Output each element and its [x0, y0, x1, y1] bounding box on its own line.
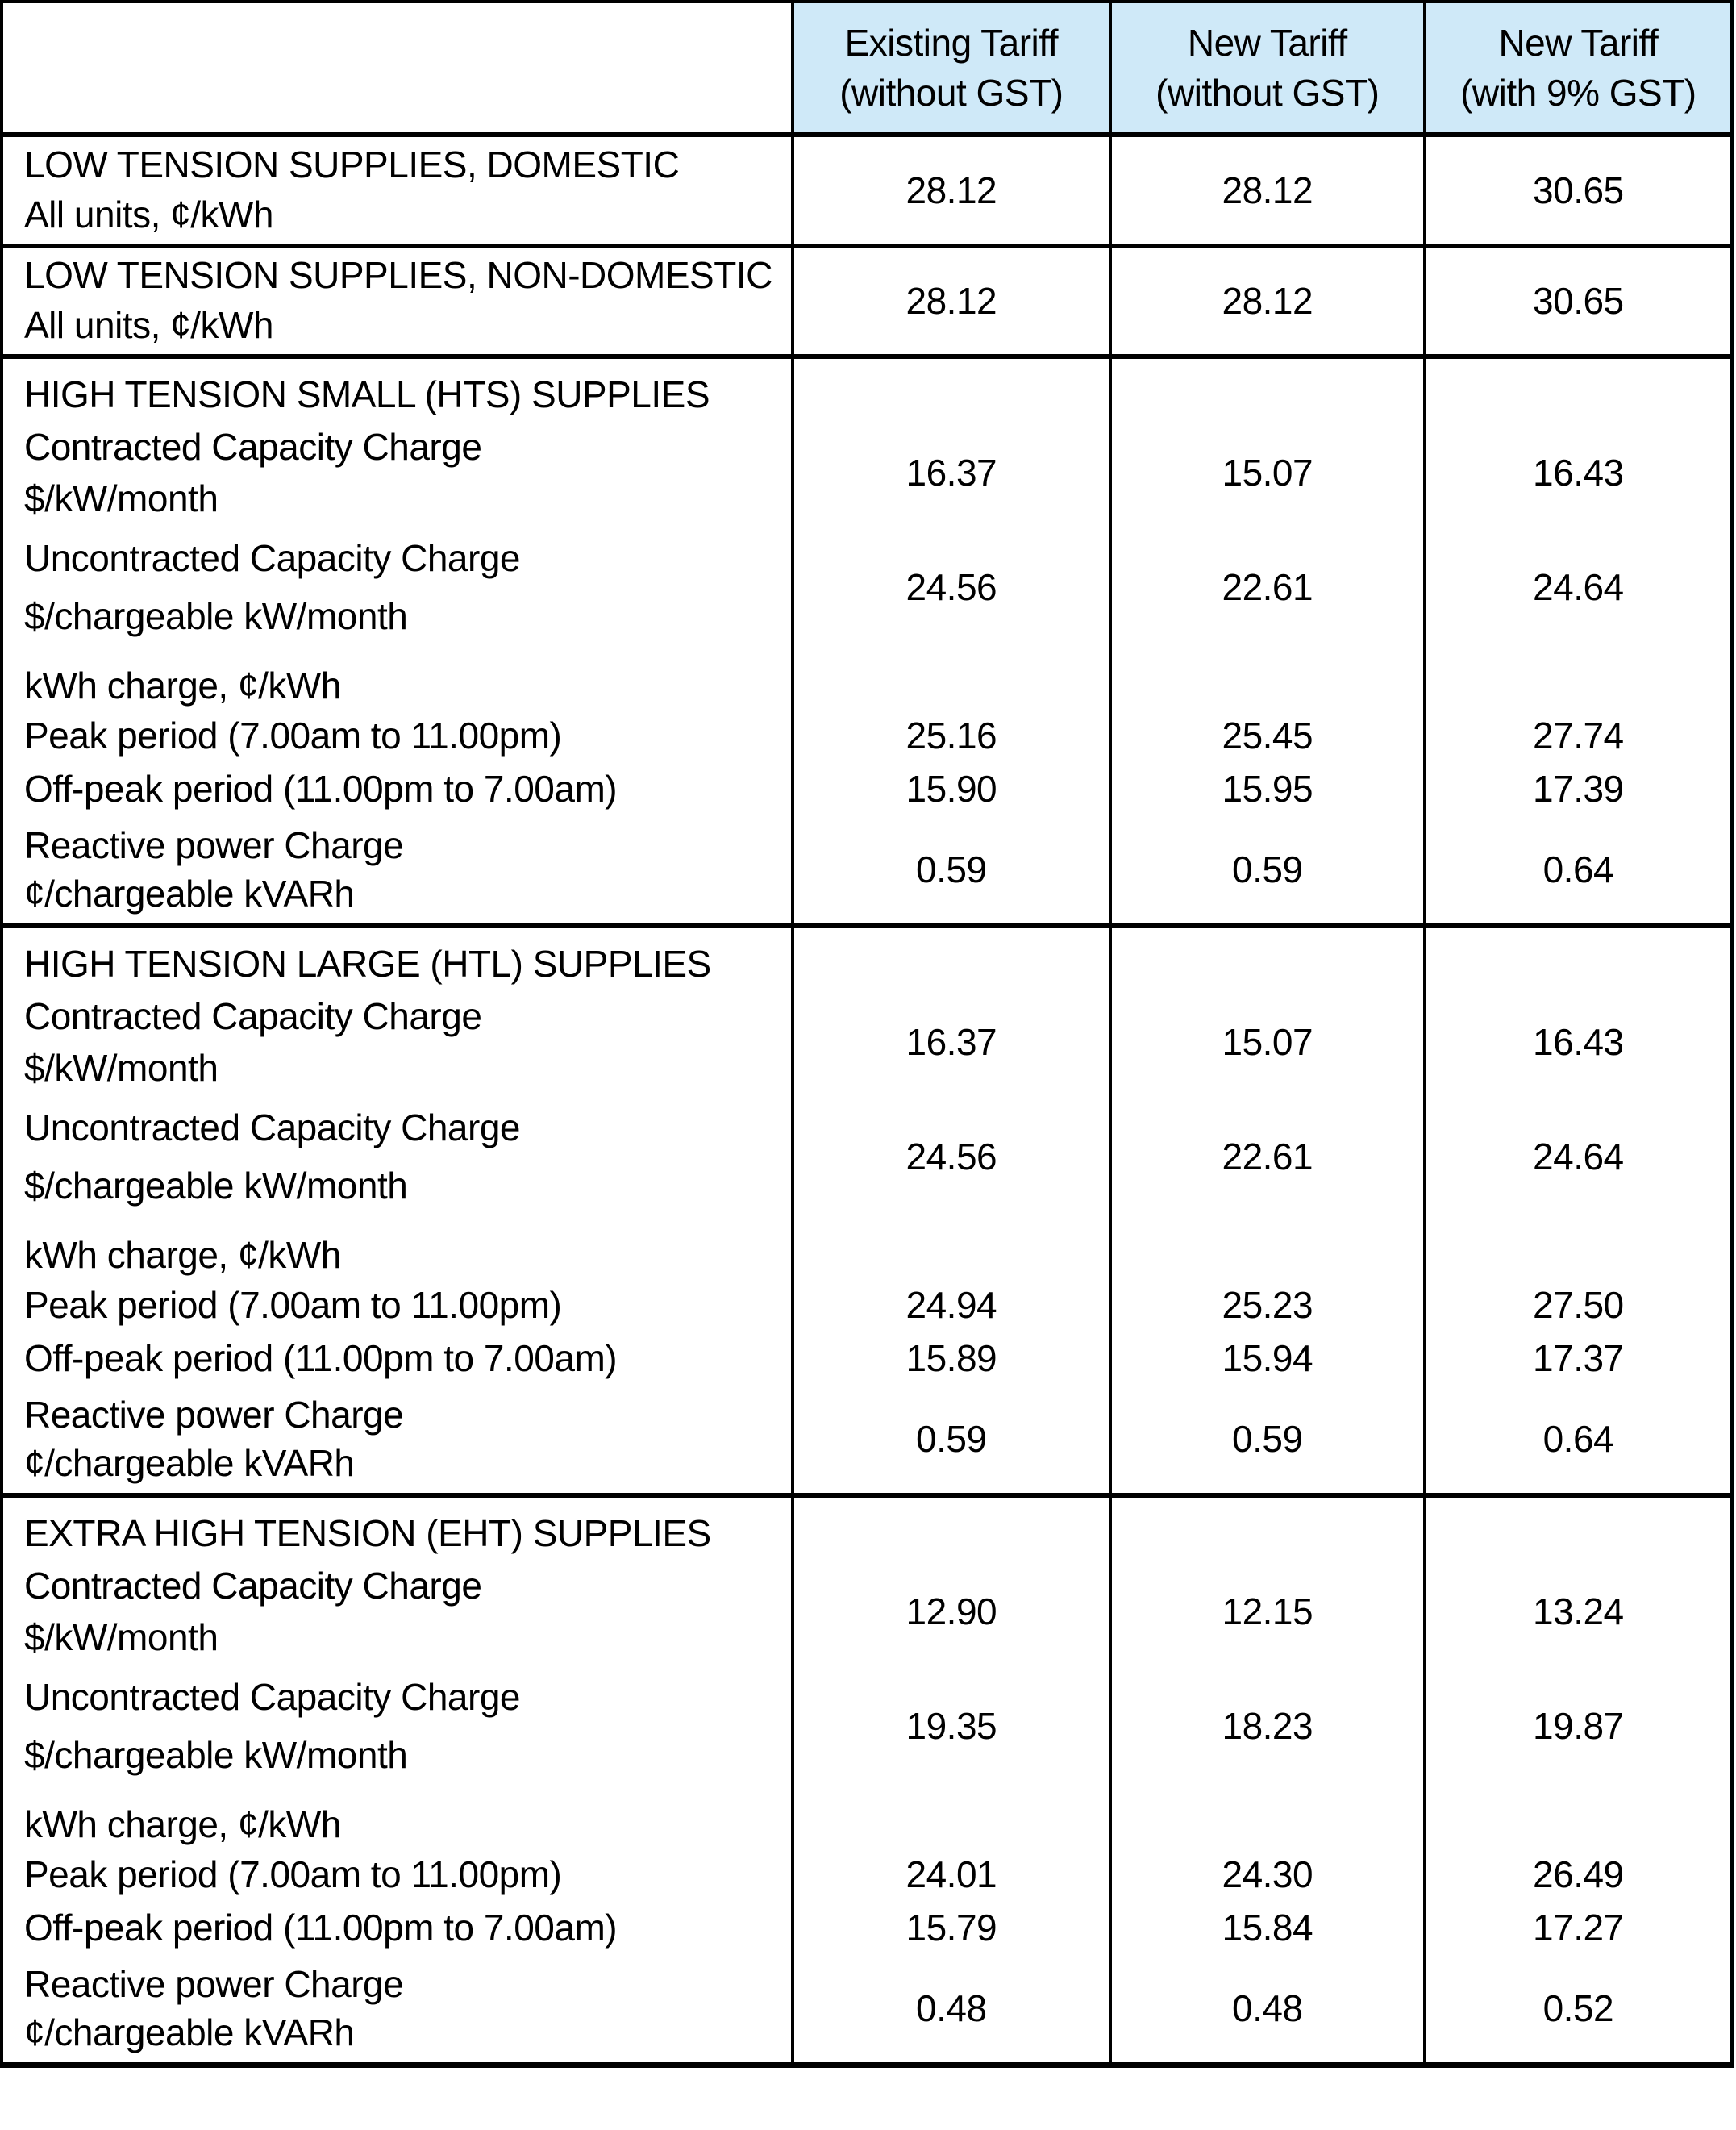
header-new-tariff-gst-line1: New Tariff [1498, 22, 1659, 64]
empty-cell [1109, 359, 1423, 417]
value-new-gst: 17.37 [1423, 1332, 1730, 1385]
empty-cell [1423, 646, 1730, 709]
row-label [3, 1098, 791, 1215]
empty-cell [1109, 1785, 1423, 1848]
row-subtitle: All units, ¢/kWh [24, 193, 273, 236]
value-existing: 28.12 [791, 137, 1109, 244]
row-label [3, 137, 791, 244]
empty-cell [1109, 1498, 1423, 1556]
row-label [3, 1385, 791, 1493]
row-label [3, 815, 791, 923]
value-new-gst: 30.65 [1423, 137, 1730, 244]
section-high-tension-large [3, 928, 1730, 1498]
row-peak-period [3, 709, 1730, 762]
empty-cell [791, 928, 1109, 986]
value-new-gst: 24.64 [1423, 1098, 1730, 1215]
value-new: 0.59 [1109, 815, 1423, 923]
empty-cell [791, 1785, 1109, 1848]
row-label-line2: $/kW/month [24, 477, 219, 519]
row-label-line1: Contracted Capacity Charge [24, 995, 482, 1037]
value-existing: 19.35 [791, 1667, 1109, 1785]
row-label: Peak period (7.00am to 11.00pm) [24, 715, 562, 757]
value-new: 25.45 [1109, 709, 1423, 762]
value-existing: 12.90 [791, 1556, 1109, 1667]
row-label-line1: Reactive power Charge [24, 1394, 404, 1436]
empty-cell [1109, 646, 1423, 709]
value-new-gst: 26.49 [1423, 1848, 1730, 1901]
value-existing: 16.37 [791, 986, 1109, 1098]
row-reactive-power-charge [3, 1385, 1730, 1493]
value-new: 24.30 [1109, 1848, 1423, 1901]
row-label-line2: ¢/chargeable kVARh [24, 2011, 355, 2053]
header-new-tariff-gst-line2: (with 9% GST) [1460, 72, 1696, 114]
row-label: Off-peak period (11.00pm to 7.00am) [24, 768, 618, 810]
value-new-gst: 0.64 [1423, 815, 1730, 923]
value-new-gst: 16.43 [1423, 417, 1730, 528]
row-label-line1: Reactive power Charge [24, 824, 404, 866]
row-reactive-power-charge [3, 815, 1730, 923]
value-new-gst: 27.50 [1423, 1278, 1730, 1332]
row-kwh-charge [3, 1215, 1730, 1278]
value-new-gst: 17.39 [1423, 762, 1730, 815]
row-off-peak-period [3, 1901, 1730, 1954]
row-label: Off-peak period (11.00pm to 7.00am) [24, 1907, 618, 1949]
row-label [3, 528, 791, 646]
value-new: 18.23 [1109, 1667, 1423, 1785]
row-label: kWh charge, ¢/kWh [24, 1234, 341, 1276]
empty-cell [1109, 928, 1423, 986]
header-new-tariff [1109, 3, 1423, 132]
value-existing: 24.94 [791, 1278, 1109, 1332]
row-peak-period [3, 1848, 1730, 1901]
row-kwh-charge [3, 1785, 1730, 1848]
header-new-tariff-gst [1423, 3, 1730, 132]
section-title-row [3, 928, 1730, 986]
empty-cell [1423, 1498, 1730, 1556]
header-existing-tariff-line2: (without GST) [839, 72, 1064, 114]
row-label: Off-peak period (11.00pm to 7.00am) [24, 1337, 618, 1379]
value-new: 0.48 [1109, 1954, 1423, 2062]
row-contracted-capacity-charge [3, 417, 1730, 528]
value-existing: 24.56 [791, 528, 1109, 646]
header-empty-cell [3, 3, 791, 132]
row-kwh-charge [3, 646, 1730, 709]
row-uncontracted-capacity-charge [3, 528, 1730, 646]
row-label [3, 1954, 791, 2062]
empty-cell [791, 646, 1109, 709]
row-off-peak-period [3, 762, 1730, 815]
row-subtitle: All units, ¢/kWh [24, 303, 273, 346]
value-new-gst: 30.65 [1423, 248, 1730, 354]
value-new: 15.07 [1109, 417, 1423, 528]
row-label-line1: Uncontracted Capacity Charge [24, 537, 520, 579]
row-label-line1: Uncontracted Capacity Charge [24, 1676, 520, 1718]
empty-cell [791, 1498, 1109, 1556]
empty-cell [1423, 359, 1730, 417]
row-uncontracted-capacity-charge [3, 1098, 1730, 1215]
value-new: 0.59 [1109, 1385, 1423, 1493]
row-label [3, 417, 791, 528]
value-new-gst: 27.74 [1423, 709, 1730, 762]
row-label: Peak period (7.00am to 11.00pm) [24, 1853, 562, 1895]
value-new-gst: 16.43 [1423, 986, 1730, 1098]
row-uncontracted-capacity-charge [3, 1667, 1730, 1785]
row-label: kWh charge, ¢/kWh [24, 1803, 341, 1845]
row-low-tension-domestic [3, 137, 1730, 248]
section-title: HIGH TENSION LARGE (HTL) SUPPLIES [24, 943, 711, 985]
row-label-line2: ¢/chargeable kVARh [24, 1442, 355, 1484]
row-label: kWh charge, ¢/kWh [24, 665, 341, 707]
value-new-gst: 17.27 [1423, 1901, 1730, 1954]
row-label [3, 986, 791, 1098]
value-new: 22.61 [1109, 1098, 1423, 1215]
row-label [3, 1556, 791, 1667]
section-title-row [3, 359, 1730, 417]
row-label-line2: $/chargeable kW/month [24, 1734, 408, 1776]
value-new-gst: 0.52 [1423, 1954, 1730, 2062]
table-header-row [3, 3, 1730, 137]
empty-cell [1423, 1215, 1730, 1278]
header-existing-tariff [791, 3, 1109, 132]
row-title: LOW TENSION SUPPLIES, NON-DOMESTIC [24, 254, 772, 296]
value-new: 15.95 [1109, 762, 1423, 815]
empty-cell [791, 1215, 1109, 1278]
header-new-tariff-line2: (without GST) [1155, 72, 1380, 114]
value-existing: 16.37 [791, 417, 1109, 528]
row-contracted-capacity-charge [3, 986, 1730, 1098]
value-existing: 24.56 [791, 1098, 1109, 1215]
value-new-gst: 13.24 [1423, 1556, 1730, 1667]
section-high-tension-small [3, 359, 1730, 928]
value-new: 28.12 [1109, 137, 1423, 244]
empty-cell [1423, 928, 1730, 986]
value-new: 12.15 [1109, 1556, 1423, 1667]
empty-cell [1109, 1215, 1423, 1278]
value-existing: 15.90 [791, 762, 1109, 815]
row-label-line1: Contracted Capacity Charge [24, 1565, 482, 1607]
value-new: 28.12 [1109, 248, 1423, 354]
row-label-line1: Contracted Capacity Charge [24, 426, 482, 468]
row-label: Peak period (7.00am to 11.00pm) [24, 1284, 562, 1326]
value-existing: 25.16 [791, 709, 1109, 762]
section-title: HIGH TENSION SMALL (HTS) SUPPLIES [24, 373, 710, 415]
row-label-line2: $/chargeable kW/month [24, 1165, 408, 1207]
section-title-row [3, 1498, 1730, 1556]
empty-cell [1423, 1785, 1730, 1848]
value-new: 22.61 [1109, 528, 1423, 646]
value-existing: 15.89 [791, 1332, 1109, 1385]
section-extra-high-tension [3, 1498, 1730, 2062]
row-label [3, 1667, 791, 1785]
header-new-tariff-line1: New Tariff [1187, 22, 1347, 64]
row-label-line1: Reactive power Charge [24, 1963, 404, 2005]
value-existing: 24.01 [791, 1848, 1109, 1901]
row-title: LOW TENSION SUPPLIES, DOMESTIC [24, 144, 680, 185]
value-new: 15.94 [1109, 1332, 1423, 1385]
row-label-line2: $/kW/month [24, 1616, 219, 1658]
value-existing: 0.59 [791, 815, 1109, 923]
empty-cell [791, 359, 1109, 417]
value-new: 15.07 [1109, 986, 1423, 1098]
value-new: 25.23 [1109, 1278, 1423, 1332]
row-contracted-capacity-charge [3, 1556, 1730, 1667]
value-existing: 15.79 [791, 1901, 1109, 1954]
row-off-peak-period [3, 1332, 1730, 1385]
header-existing-tariff-line1: Existing Tariff [844, 22, 1058, 64]
value-new-gst: 19.87 [1423, 1667, 1730, 1785]
row-label-line2: $/kW/month [24, 1047, 219, 1089]
row-peak-period [3, 1278, 1730, 1332]
row-low-tension-non-domestic [3, 248, 1730, 359]
section-title: EXTRA HIGH TENSION (EHT) SUPPLIES [24, 1512, 711, 1554]
row-label [3, 248, 791, 354]
value-existing: 0.59 [791, 1385, 1109, 1493]
value-existing: 28.12 [791, 248, 1109, 354]
value-new-gst: 0.64 [1423, 1385, 1730, 1493]
row-label-line2: ¢/chargeable kVARh [24, 873, 355, 915]
row-label-line1: Uncontracted Capacity Charge [24, 1107, 520, 1148]
row-reactive-power-charge [3, 1954, 1730, 2062]
value-new: 15.84 [1109, 1901, 1423, 1954]
row-label-line2: $/chargeable kW/month [24, 595, 408, 637]
value-new-gst: 24.64 [1423, 528, 1730, 646]
value-existing: 0.48 [791, 1954, 1109, 2062]
